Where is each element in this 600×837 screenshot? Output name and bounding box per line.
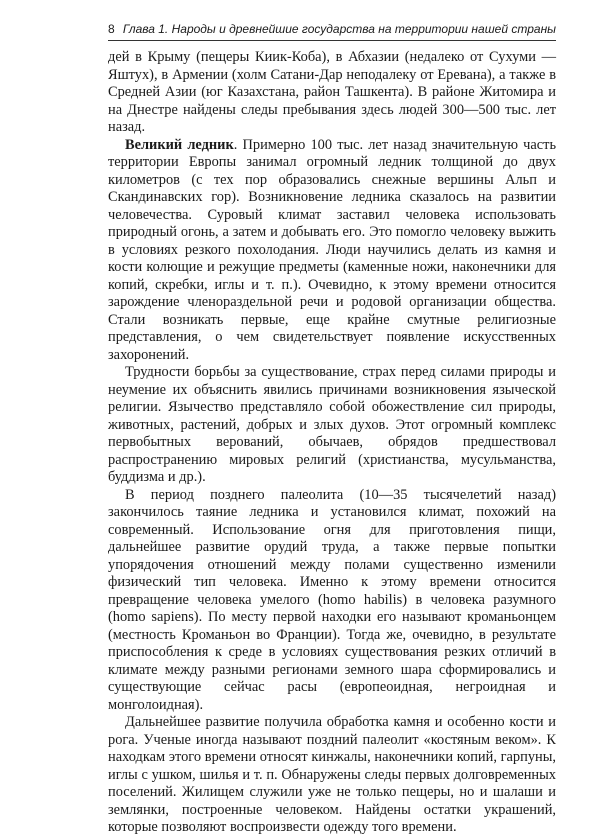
chapter-title: Глава 1. Народы и древнейшие государства на территории нашей страны <box>122 22 556 36</box>
paragraph-1 <box>108 49 556 137</box>
paragraph-text: дей в Крыму (пещеры Киик-Коба), в Абхазии (недалеко от Сухуми — Яштух), в Армении (холм Сатани-Дар неподалеку от Еревана), а также в Средней Азии (юг Казахстана, район Ташкента). В районе Житомира и на Днестре найдены следы пребывания здесь людей 300—500 тыс. лет назад. <box>108 49 556 135</box>
paragraph-3 <box>108 364 556 487</box>
paragraph-text: Дальнейшее развитие получила обработка камня и особенно кости и рога. Ученые иногда называют поздний палеолит «костяным веком». К находкам этого времени относят кинжалы, наконечники копий, гарпуны, иглы с ушком, шилья и т. п. Обнаружены следы первых долговременных поселений. Жилищем служили уже не только пещеры, но и шалаши и землянки, построенные человеком. Найдены остатки украшений, которые позволяют воспроизвести одежду того времени. <box>108 714 556 835</box>
paragraph-5 <box>108 714 556 837</box>
page-body <box>108 49 556 837</box>
section-heading: Великий ледник <box>125 136 234 153</box>
page-number: 8 <box>108 22 115 36</box>
paragraph-2 <box>108 137 556 365</box>
paragraph-text: . Примерно 100 тыс. лет назад значительную часть территории Европы занимал огромный ледник толщиной до двух километров (с тех пор образовались снежные вершины Альп и Скандинавских гор). Возникновение ледника сказалось на развитии человечества. Суровый климат заставил человека использовать природный огонь, а затем и добывать его. Это помогло человеку выжить в условиях резкого похолодания. Люди научились делать из камня и кости колющие и режущие предметы (каменные ножи, наконечники для копий, скребки, иглы и т. п.). Очевидно, к этому времени относится зарождение членораздельной речи и родовой организации общества. Стали возникать первые, еще крайне смутные религиозные представления, о чем свидетельствует появление искусственных захоронений. <box>108 136 557 363</box>
paragraph-text: В период позднего палеолита (10—35 тысячелетий назад) закончилось таяние ледника и установился климат, похожий на современный. Использование огня для приготовления пищи, дальнейшее развитие орудий труда, а также первые попытки упорядочения отношений между полами существенно изменили физический тип человека. Именно к этому времени относится превращение человека умелого (homo habilis) в человека разумного (homo sapiens). По месту первой находки его называют кроманьонцем (местность Кроманьон во Франции). Тогда же, очевидно, в результате приспособления к среде в условиях существования резких отличий в климате между разными регионами земного шара сформировались и существующие сейчас расы (европеоидная, негроидная и монголоидная). <box>108 486 556 713</box>
header-rule <box>108 40 556 41</box>
paragraph-4 <box>108 487 556 715</box>
running-header <box>108 22 556 36</box>
paragraph-text: Трудности борьбы за существование, страх перед силами природы и неумение их объяснить явились причинами возникновения языческой религии. Язычество представляло собой обожествление сил природы, животных, растений, добрых и злых духов. Этот огромный комплекс первобытных верований, обычаев, обрядов предшествовал распространению мировых религий (христианства, мусульманства, буддизма и др.). <box>108 364 556 485</box>
